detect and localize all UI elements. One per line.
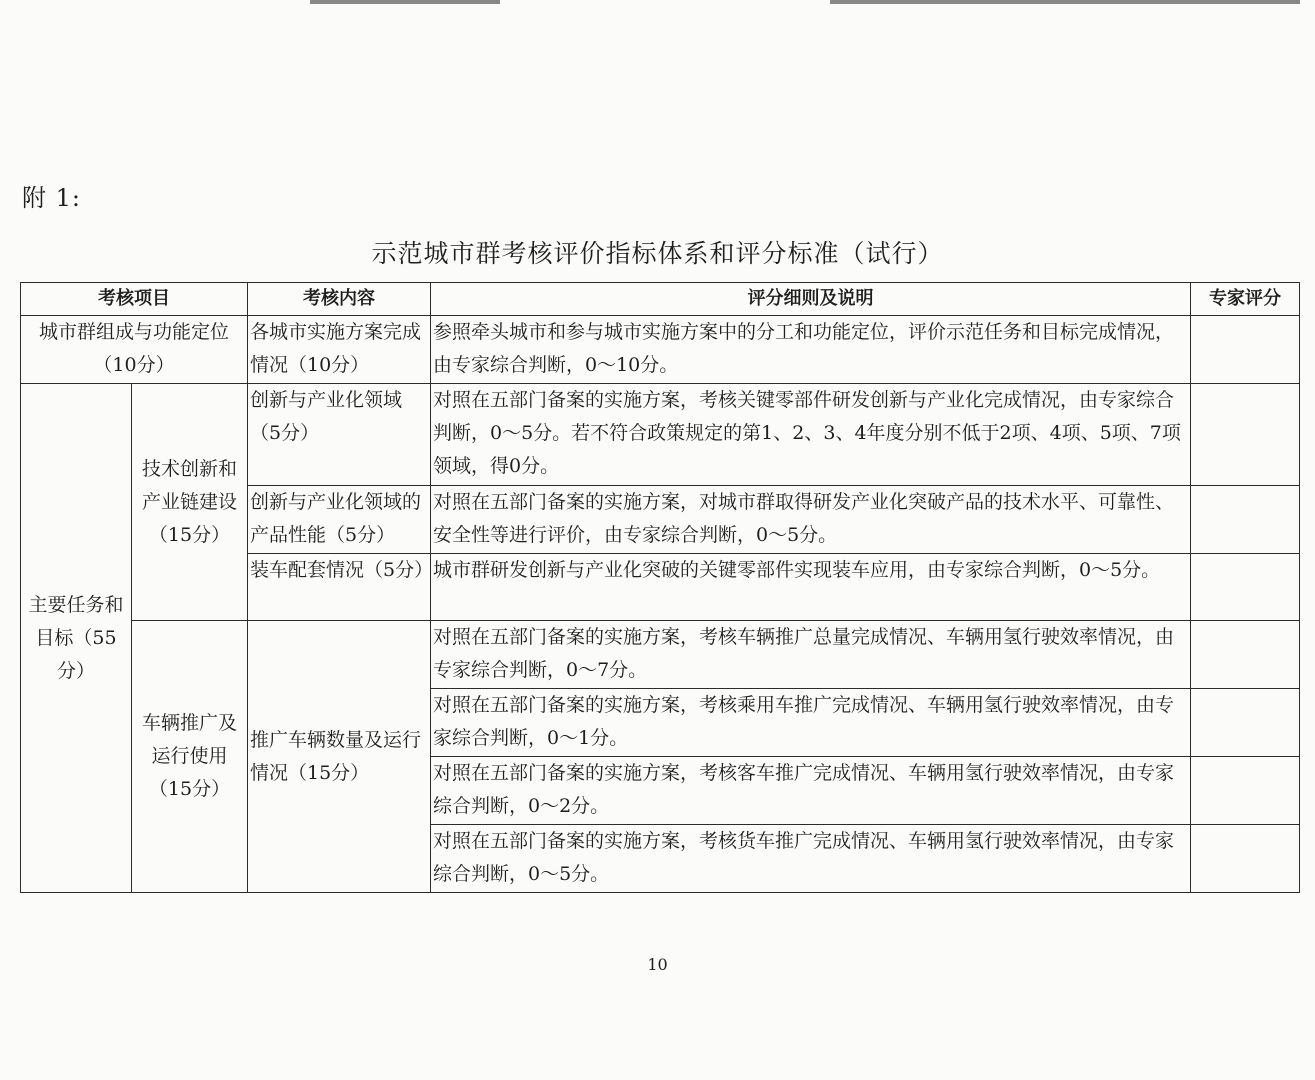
sub-item-cell: 车辆推广及运行使用（15分） <box>132 621 248 893</box>
score-cell[interactable] <box>1191 825 1300 893</box>
annex-label: 附 1: <box>22 184 81 212</box>
header-criteria: 评分细则及说明 <box>431 283 1191 316</box>
content-cell: 创新与产业化领域的产品性能（5分） <box>248 486 431 554</box>
score-cell[interactable] <box>1191 316 1300 384</box>
score-cell[interactable] <box>1191 621 1300 689</box>
criteria-cell: 对照在五部门备案的实施方案，考核客车推广完成情况、车辆用氢行驶效率情况，由专家综合判断，0～2分。 <box>431 757 1191 825</box>
scan-artifact-left <box>310 0 500 4</box>
item-cell: 城市群组成与功能定位（10分） <box>21 316 248 384</box>
header-item: 考核项目 <box>21 283 248 316</box>
criteria-cell: 对照在五部门备案的实施方案，考核货车推广完成情况、车辆用氢行驶效率情况，由专家综合判断，0～5分。 <box>431 825 1191 893</box>
sub-item-cell: 技术创新和产业链建设（15分） <box>132 384 248 621</box>
criteria-cell: 参照牵头城市和参与城市实施方案中的分工和功能定位，评价示范任务和目标完成情况，由专家综合判断，0～10分。 <box>431 316 1191 384</box>
criteria-cell: 对照在五部门备案的实施方案，考核关键零部件研发创新与产业化完成情况，由专家综合判断，0～5分。若不符合政策规定的第1、2、3、4年度分别不低于2项、4项、5项、7项领域，得0分。 <box>431 384 1191 486</box>
header-score: 专家评分 <box>1191 283 1300 316</box>
table-row <box>21 316 1300 384</box>
criteria-cell: 对照在五部门备案的实施方案，考核车辆推广总量完成情况、车辆用氢行驶效率情况，由专家综合判断，0～7分。 <box>431 621 1191 689</box>
score-cell[interactable] <box>1191 689 1300 757</box>
score-cell[interactable] <box>1191 554 1300 621</box>
item-cell: 主要任务和目标（55分） <box>21 384 132 893</box>
content-cell: 装车配套情况（5分） <box>248 554 431 621</box>
content-cell: 推广车辆数量及运行情况（15分） <box>248 621 431 893</box>
page-number: 10 <box>647 955 668 974</box>
content-cell: 创新与产业化领域（5分） <box>248 384 431 486</box>
criteria-cell: 对照在五部门备案的实施方案，考核乘用车推广完成情况、车辆用氢行驶效率情况，由专家综合判断，0～1分。 <box>431 689 1191 757</box>
score-cell[interactable] <box>1191 757 1300 825</box>
table-header-row <box>21 283 1300 316</box>
score-cell[interactable] <box>1191 486 1300 554</box>
header-content: 考核内容 <box>248 283 431 316</box>
scan-artifact-right <box>830 0 1300 4</box>
score-cell[interactable] <box>1191 384 1300 486</box>
criteria-cell: 城市群研发创新与产业化突破的关键零部件实现装车应用，由专家综合判断，0～5分。 <box>431 554 1191 621</box>
evaluation-table <box>20 282 1300 893</box>
content-cell: 各城市实施方案完成情况（10分） <box>248 316 431 384</box>
table-row <box>21 621 1300 689</box>
criteria-cell: 对照在五部门备案的实施方案，对城市群取得研发产业化突破产品的技术水平、可靠性、安全性等进行评价，由专家综合判断，0～5分。 <box>431 486 1191 554</box>
table-row <box>21 384 1300 486</box>
document-title: 示范城市群考核评价指标体系和评分标准（试行） <box>371 239 944 268</box>
